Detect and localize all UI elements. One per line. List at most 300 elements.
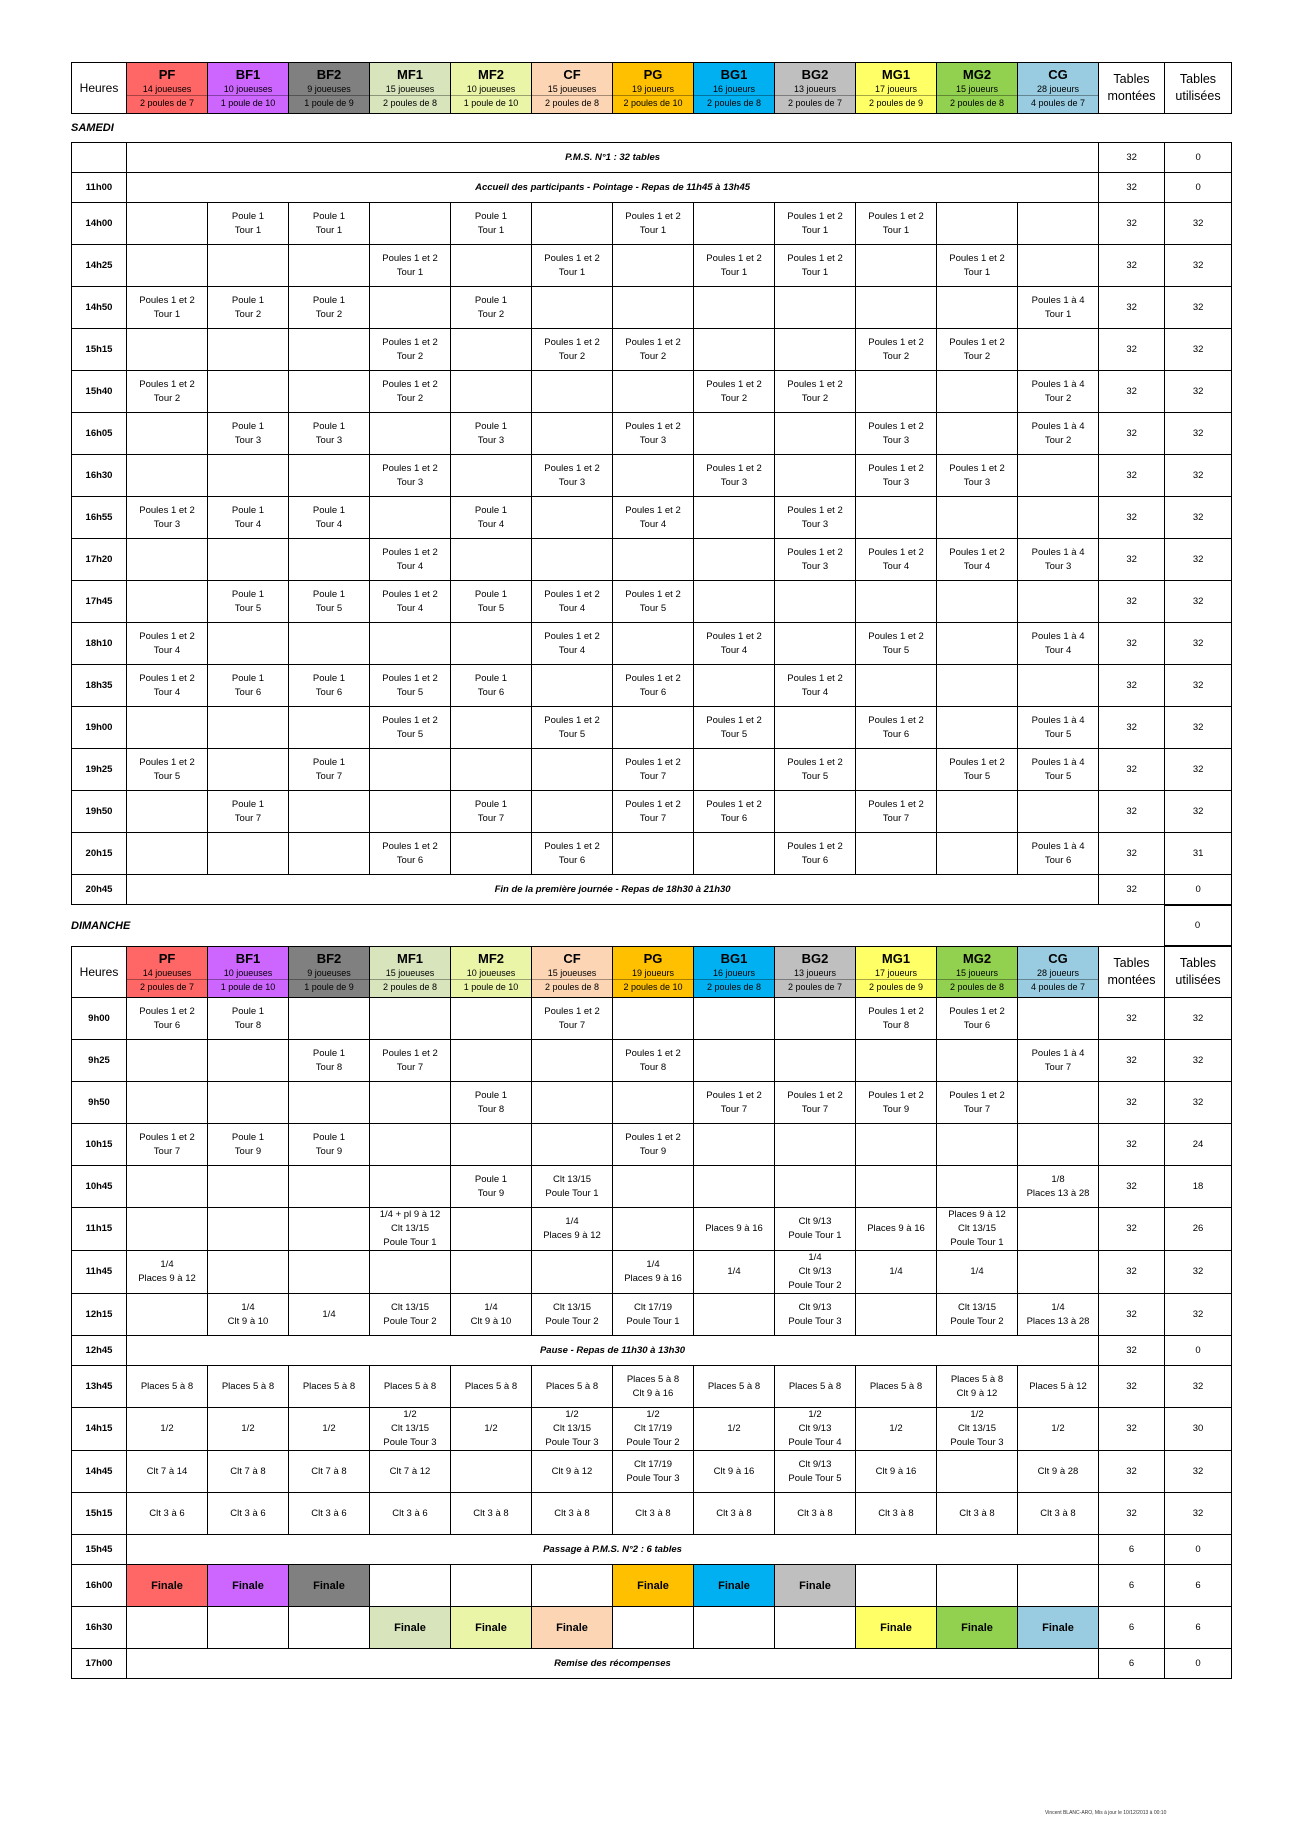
slot-mg1: Places 5 à 8 xyxy=(856,1366,937,1408)
category-header-bf2 xyxy=(289,947,370,998)
slot-pf: 1/4 Places 9 à 12 xyxy=(127,1251,208,1294)
category-code: CF xyxy=(563,950,581,966)
slot-pf: Poules 1 et 2 Tour 1 xyxy=(127,287,208,329)
slot-pg: Poules 1 et 2 Tour 7 xyxy=(613,791,694,833)
slot-mg2: Places 9 à 12 Clt 13/15 Poule Tour 1 xyxy=(937,1208,1018,1251)
slot-mg1 xyxy=(856,581,937,623)
category-players: 28 joueurs xyxy=(1036,83,1080,94)
tables-utilisees: 32 xyxy=(1165,623,1232,665)
slot-pf: Poules 1 et 2 Tour 6 xyxy=(127,998,208,1040)
samedi-row-17h45 xyxy=(72,581,1232,623)
slot-bf2 xyxy=(289,1166,370,1208)
slot-cf: Finale xyxy=(532,1607,613,1649)
slot-bf1 xyxy=(208,371,289,413)
slot-cf xyxy=(532,1251,613,1294)
slot-pg: Clt 17/19 Poule Tour 1 xyxy=(613,1294,694,1336)
slot-cf: 1/4 Places 9 à 12 xyxy=(532,1208,613,1251)
span-note: Remise des récompenses xyxy=(127,1649,1099,1679)
category-poules: 4 poules de 7 xyxy=(1018,979,1098,994)
slot-mf1 xyxy=(370,413,451,455)
category-players: 13 joueurs xyxy=(793,967,837,978)
category-poules: 2 poules de 9 xyxy=(856,95,936,110)
slot-cg: Poules 1 à 4 Tour 5 xyxy=(1018,749,1099,791)
tables-utilisees: 32 xyxy=(1165,1366,1232,1408)
slot-bf2: Poule 1 Tour 9 xyxy=(289,1124,370,1166)
category-header-mg2 xyxy=(937,63,1018,114)
slot-pf xyxy=(127,707,208,749)
heures-header: Heures xyxy=(72,63,127,114)
slot-bg1 xyxy=(694,1040,775,1082)
category-code: MG1 xyxy=(881,950,911,966)
dimanche-row-16h30 xyxy=(72,1607,1232,1649)
slot-pf xyxy=(127,1208,208,1251)
category-players: 19 joueurs xyxy=(631,967,675,978)
slot-bg1 xyxy=(694,998,775,1040)
slot-bg2: Clt 9/13 Poule Tour 5 xyxy=(775,1451,856,1493)
time-cell: 14h15 xyxy=(72,1408,127,1451)
slot-mf1 xyxy=(370,1166,451,1208)
tables-montees: 6 xyxy=(1099,1607,1165,1649)
tables-utilisees: 31 xyxy=(1165,833,1232,875)
time-cell: 9h25 xyxy=(72,1040,127,1082)
slot-bf2 xyxy=(289,1208,370,1251)
slot-mg1 xyxy=(856,749,937,791)
slot-cg: Poules 1 à 4 Tour 7 xyxy=(1018,1040,1099,1082)
tables-montees: 32 xyxy=(1099,203,1165,245)
slot-cf: Poules 1 et 2 Tour 1 xyxy=(532,245,613,287)
category-header-bg1 xyxy=(694,947,775,998)
slot-pf: Poules 1 et 2 Tour 4 xyxy=(127,665,208,707)
category-header-cf xyxy=(532,63,613,114)
category-header-cf xyxy=(532,947,613,998)
tables-utilisees: 0 xyxy=(1165,1535,1232,1565)
time-cell: 10h45 xyxy=(72,1166,127,1208)
category-poules: 1 poule de 10 xyxy=(208,979,288,994)
slot-pg xyxy=(613,998,694,1040)
category-players: 15 joueuses xyxy=(385,83,435,94)
slot-bf1: Poule 1 Tour 8 xyxy=(208,998,289,1040)
category-header-bf1 xyxy=(208,63,289,114)
category-poules: 2 poules de 10 xyxy=(613,979,693,994)
slot-cf xyxy=(532,1082,613,1124)
category-code: PF xyxy=(158,950,176,966)
slot-pf xyxy=(127,329,208,371)
dimanche-row-17h00 xyxy=(72,1649,1232,1679)
tables-montees: 32 xyxy=(1099,1166,1165,1208)
category-players: 10 joueuses xyxy=(466,967,516,978)
tables-utilisees: 32 xyxy=(1165,455,1232,497)
category-poules: 2 poules de 7 xyxy=(127,979,207,994)
dimanche-row-12h15 xyxy=(72,1294,1232,1336)
slot-mg2 xyxy=(937,581,1018,623)
slot-bf2 xyxy=(289,1607,370,1649)
tables-montees: 32 xyxy=(1099,329,1165,371)
slot-mf2: Poule 1 Tour 7 xyxy=(451,791,532,833)
samedi-row-19h50 xyxy=(72,791,1232,833)
slot-mf1 xyxy=(370,1124,451,1166)
slot-bg2: Places 5 à 8 xyxy=(775,1366,856,1408)
slot-pf xyxy=(127,1082,208,1124)
dimanche-label: DIMANCHE xyxy=(71,919,131,932)
slot-bg2 xyxy=(775,329,856,371)
slot-bf1 xyxy=(208,1040,289,1082)
slot-mg1: Poules 1 et 2 Tour 3 xyxy=(856,455,937,497)
span-note: Passage à P.M.S. N°2 : 6 tables xyxy=(127,1535,1099,1565)
slot-pg xyxy=(613,1166,694,1208)
slot-cf: Poules 1 et 2 Tour 7 xyxy=(532,998,613,1040)
slot-mf2 xyxy=(451,707,532,749)
slot-cg: Poules 1 à 4 Tour 6 xyxy=(1018,833,1099,875)
slot-mg2 xyxy=(937,413,1018,455)
slot-cf: Clt 13/15 Poule Tour 2 xyxy=(532,1294,613,1336)
slot-pf: Poules 1 et 2 Tour 7 xyxy=(127,1124,208,1166)
time-cell: 14h50 xyxy=(72,287,127,329)
slot-bf1: Places 5 à 8 xyxy=(208,1366,289,1408)
samedi-row-15h15 xyxy=(72,329,1232,371)
footer-note: Vincent BLANC-ARO, Mis à jour le 10/12/2013 à 00:10 xyxy=(1045,1810,1167,1816)
time-cell: 11h00 xyxy=(72,173,127,203)
slot-mg1 xyxy=(856,833,937,875)
slot-mg2 xyxy=(937,497,1018,539)
category-poules: 1 poule de 9 xyxy=(289,979,369,994)
tables-montees: 32 xyxy=(1099,665,1165,707)
tables-utilisees: 0 xyxy=(1165,173,1232,203)
slot-mg2: Poules 1 et 2 Tour 1 xyxy=(937,245,1018,287)
slot-mf2: 1/4 Clt 9 à 10 xyxy=(451,1294,532,1336)
slot-cg xyxy=(1018,665,1099,707)
samedi-row-20h15 xyxy=(72,833,1232,875)
slot-cf: Poules 1 et 2 Tour 6 xyxy=(532,833,613,875)
slot-cf: Clt 3 à 8 xyxy=(532,1493,613,1535)
slot-mg2: Poules 1 et 2 Tour 6 xyxy=(937,998,1018,1040)
slot-mg1: Finale xyxy=(856,1607,937,1649)
slot-mg2: Places 5 à 8 Clt 9 à 12 xyxy=(937,1366,1018,1408)
slot-bg2 xyxy=(775,1124,856,1166)
slot-mf1: Poules 1 et 2 Tour 2 xyxy=(370,329,451,371)
slot-mf2: Poule 1 Tour 5 xyxy=(451,581,532,623)
tables-montees-header: Tables montées xyxy=(1099,947,1165,998)
slot-cg: Clt 9 à 28 xyxy=(1018,1451,1099,1493)
slot-mf1: Poules 1 et 2 Tour 5 xyxy=(370,707,451,749)
slot-bg1: Places 9 à 16 xyxy=(694,1208,775,1251)
slot-bg2 xyxy=(775,287,856,329)
slot-mg2 xyxy=(937,623,1018,665)
category-poules: 2 poules de 7 xyxy=(775,95,855,110)
dimanche-row-16h00 xyxy=(72,1565,1232,1607)
category-players: 17 joueurs xyxy=(874,967,918,978)
slot-bf2: 1/2 xyxy=(289,1408,370,1451)
time-cell: 16h55 xyxy=(72,497,127,539)
category-players: 10 joueuses xyxy=(223,83,273,94)
time-cell: 20h15 xyxy=(72,833,127,875)
tables-utilisees: 32 xyxy=(1165,1082,1232,1124)
slot-bg2: Poules 1 et 2 Tour 5 xyxy=(775,749,856,791)
time-cell: 14h25 xyxy=(72,245,127,287)
slot-mg2 xyxy=(937,1565,1018,1607)
slot-mg2 xyxy=(937,707,1018,749)
category-header-mg1 xyxy=(856,947,937,998)
slot-mg2 xyxy=(937,833,1018,875)
category-players: 14 joueuses xyxy=(142,83,192,94)
slot-cf: Clt 13/15 Poule Tour 1 xyxy=(532,1166,613,1208)
samedi-row-19h00 xyxy=(72,707,1232,749)
category-header-mf1 xyxy=(370,63,451,114)
slot-bf2: Poule 1 Tour 8 xyxy=(289,1040,370,1082)
time-cell: 15h15 xyxy=(72,329,127,371)
slot-bf1: Clt 3 à 6 xyxy=(208,1493,289,1535)
category-code: MF2 xyxy=(478,950,504,966)
pms-row xyxy=(72,143,1232,173)
slot-pf xyxy=(127,413,208,455)
tables-utilisees: 32 xyxy=(1165,203,1232,245)
slot-pg: Poules 1 et 2 Tour 9 xyxy=(613,1124,694,1166)
slot-pf: Finale xyxy=(127,1565,208,1607)
time-cell: 14h00 xyxy=(72,203,127,245)
tables-montees: 32 xyxy=(1099,1366,1165,1408)
category-players: 9 joueuses xyxy=(307,83,351,94)
tables-utilisees: 0 xyxy=(1165,875,1232,905)
time-cell: 13h45 xyxy=(72,1366,127,1408)
category-code: PG xyxy=(643,950,663,966)
tables-montees: 32 xyxy=(1099,371,1165,413)
category-poules: 2 poules de 8 xyxy=(937,95,1017,110)
slot-bg1 xyxy=(694,287,775,329)
slot-mg2 xyxy=(937,371,1018,413)
slot-bg2: Poules 1 et 2 Tour 3 xyxy=(775,539,856,581)
schedule-document xyxy=(71,62,1231,1679)
tables-utilisees: 32 xyxy=(1165,1251,1232,1294)
category-header-cg xyxy=(1018,63,1099,114)
slot-mg1 xyxy=(856,1124,937,1166)
category-poules: 2 poules de 10 xyxy=(613,95,693,110)
slot-pf xyxy=(127,1294,208,1336)
span-note: Pause - Repas de 11h30 à 13h30 xyxy=(127,1336,1099,1366)
tables-utilisees: 0 xyxy=(1165,143,1232,173)
slot-mg2 xyxy=(937,1124,1018,1166)
slot-pg: Poules 1 et 2 Tour 7 xyxy=(613,749,694,791)
slot-bf2: Clt 7 à 8 xyxy=(289,1451,370,1493)
slot-bf1 xyxy=(208,833,289,875)
slot-bf1 xyxy=(208,749,289,791)
samedi-row-18h10 xyxy=(72,623,1232,665)
dimanche-label-row xyxy=(71,905,1232,946)
samedi-row-20h45 xyxy=(72,875,1232,905)
slot-pf xyxy=(127,539,208,581)
category-code: PG xyxy=(643,66,663,82)
time-cell: 16h05 xyxy=(72,413,127,455)
slot-mf1 xyxy=(370,1565,451,1607)
slot-bg2 xyxy=(775,455,856,497)
slot-mf2 xyxy=(451,245,532,287)
category-code: MF1 xyxy=(397,66,423,82)
samedi-row-19h25 xyxy=(72,749,1232,791)
slot-bf1 xyxy=(208,329,289,371)
slot-bg2 xyxy=(775,707,856,749)
slot-bg1: Finale xyxy=(694,1565,775,1607)
slot-cg: Poules 1 à 4 Tour 4 xyxy=(1018,623,1099,665)
tables-utilisees: 32 xyxy=(1165,1451,1232,1493)
category-header-pg xyxy=(613,947,694,998)
slot-bg1 xyxy=(694,1166,775,1208)
slot-pg: Poules 1 et 2 Tour 3 xyxy=(613,413,694,455)
tables-montees: 32 xyxy=(1099,455,1165,497)
tables-utilisees: 6 xyxy=(1165,1565,1232,1607)
category-header-bg2 xyxy=(775,63,856,114)
tables-montees: 32 xyxy=(1099,623,1165,665)
slot-mg1 xyxy=(856,287,937,329)
slot-pf xyxy=(127,791,208,833)
time-cell: 14h45 xyxy=(72,1451,127,1493)
slot-bg2: Clt 9/13 Poule Tour 1 xyxy=(775,1208,856,1251)
slot-mg1: Poules 1 et 2 Tour 4 xyxy=(856,539,937,581)
slot-bf1 xyxy=(208,245,289,287)
tables-montees: 32 xyxy=(1099,749,1165,791)
slot-bg1 xyxy=(694,539,775,581)
slot-bg2: Poules 1 et 2 Tour 3 xyxy=(775,497,856,539)
slot-mf1: Poules 1 et 2 Tour 5 xyxy=(370,665,451,707)
slot-mg1: Clt 9 à 16 xyxy=(856,1451,937,1493)
slot-mf1: Poules 1 et 2 Tour 2 xyxy=(370,371,451,413)
slot-bg1 xyxy=(694,1124,775,1166)
tables-utilisees: 32 xyxy=(1165,371,1232,413)
slot-cg: 1/4 Places 13 à 28 xyxy=(1018,1294,1099,1336)
category-header-bg2 xyxy=(775,947,856,998)
slot-bg2 xyxy=(775,1166,856,1208)
time-cell: 17h20 xyxy=(72,539,127,581)
category-header-mf2 xyxy=(451,947,532,998)
category-header-mg2 xyxy=(937,947,1018,998)
slot-cg xyxy=(1018,329,1099,371)
slot-bg2: 1/2 Clt 9/13 Poule Tour 4 xyxy=(775,1408,856,1451)
category-players: 15 joueuses xyxy=(385,967,435,978)
slot-bg1: Poules 1 et 2 Tour 1 xyxy=(694,245,775,287)
tables-utilisees: 32 xyxy=(1165,1294,1232,1336)
slot-mg1: Poules 1 et 2 Tour 3 xyxy=(856,413,937,455)
slot-mf1 xyxy=(370,791,451,833)
category-poules: 2 poules de 7 xyxy=(775,979,855,994)
slot-cg xyxy=(1018,998,1099,1040)
category-code: BG2 xyxy=(801,950,829,966)
slot-bg1: Clt 3 à 8 xyxy=(694,1493,775,1535)
samedi-row-16h30 xyxy=(72,455,1232,497)
category-code: BG1 xyxy=(720,66,748,82)
slot-pf xyxy=(127,833,208,875)
slot-mg1 xyxy=(856,371,937,413)
slot-mf2 xyxy=(451,1124,532,1166)
slot-cg: Clt 3 à 8 xyxy=(1018,1493,1099,1535)
tables-utilisees: 32 xyxy=(1165,749,1232,791)
slot-cf: 1/2 Clt 13/15 Poule Tour 3 xyxy=(532,1408,613,1451)
slot-mf1: Clt 3 à 6 xyxy=(370,1493,451,1535)
slot-cg: Poules 1 à 4 Tour 1 xyxy=(1018,287,1099,329)
samedi-row-16h05 xyxy=(72,413,1232,455)
tables-montees: 32 xyxy=(1099,1408,1165,1451)
time-cell: 16h30 xyxy=(72,455,127,497)
slot-mg2: Finale xyxy=(937,1607,1018,1649)
category-players: 15 joueuses xyxy=(547,967,597,978)
slot-pf xyxy=(127,245,208,287)
slot-mf1: 1/2 Clt 13/15 Poule Tour 3 xyxy=(370,1408,451,1451)
slot-bg2: Clt 3 à 8 xyxy=(775,1493,856,1535)
slot-cg xyxy=(1018,581,1099,623)
slot-mf2 xyxy=(451,329,532,371)
slot-cf xyxy=(532,1565,613,1607)
slot-pg xyxy=(613,371,694,413)
time-cell: 19h25 xyxy=(72,749,127,791)
category-players: 9 joueuses xyxy=(307,967,351,978)
category-header-mg1 xyxy=(856,63,937,114)
slot-cf xyxy=(532,287,613,329)
slot-bf2: Poule 1 Tour 4 xyxy=(289,497,370,539)
slot-bf1 xyxy=(208,707,289,749)
category-poules: 1 poule de 10 xyxy=(208,95,288,110)
slot-mf2: Poule 1 Tour 8 xyxy=(451,1082,532,1124)
slot-pf: Clt 7 à 14 xyxy=(127,1451,208,1493)
tables-montees: 32 xyxy=(1099,1251,1165,1294)
slot-bg2 xyxy=(775,791,856,833)
tables-utilisees: 30 xyxy=(1165,1408,1232,1451)
tables-montees: 32 xyxy=(1099,173,1165,203)
slot-pf xyxy=(127,1607,208,1649)
slot-bf1 xyxy=(208,623,289,665)
slot-pf: Poules 1 et 2 Tour 2 xyxy=(127,371,208,413)
slot-bf2 xyxy=(289,623,370,665)
slot-mf2: Finale xyxy=(451,1607,532,1649)
slot-bf2 xyxy=(289,455,370,497)
tables-utilisees: 0 xyxy=(1165,1336,1232,1366)
category-players: 19 joueurs xyxy=(631,83,675,94)
time-cell: 15h40 xyxy=(72,371,127,413)
tables-montees: 32 xyxy=(1099,245,1165,287)
samedi-table xyxy=(71,62,1232,114)
slot-bg1: Poules 1 et 2 Tour 4 xyxy=(694,623,775,665)
slot-bg1 xyxy=(694,665,775,707)
tables-montees: 32 xyxy=(1099,1451,1165,1493)
slot-bg2: Poules 1 et 2 Tour 1 xyxy=(775,245,856,287)
category-players: 14 joueuses xyxy=(142,967,192,978)
slot-bf2: Poule 1 Tour 7 xyxy=(289,749,370,791)
dimanche-schedule xyxy=(71,946,1232,1679)
slot-mg2: 1/2 Clt 13/15 Poule Tour 3 xyxy=(937,1408,1018,1451)
category-code: MG2 xyxy=(962,950,992,966)
slot-mf2 xyxy=(451,749,532,791)
time-cell: 15h15 xyxy=(72,1493,127,1535)
slot-pg xyxy=(613,1082,694,1124)
slot-mg2: Clt 3 à 8 xyxy=(937,1493,1018,1535)
slot-bf1: Poule 1 Tour 1 xyxy=(208,203,289,245)
slot-mf2 xyxy=(451,455,532,497)
slot-mg1: 1/2 xyxy=(856,1408,937,1451)
slot-mf2 xyxy=(451,371,532,413)
slot-cf xyxy=(532,1040,613,1082)
slot-mf1: Poules 1 et 2 Tour 1 xyxy=(370,245,451,287)
slot-pg: Poules 1 et 2 Tour 1 xyxy=(613,203,694,245)
time-cell xyxy=(72,143,127,173)
tables-montees: 32 xyxy=(1099,1082,1165,1124)
slot-mg1 xyxy=(856,497,937,539)
samedi-row-16h55 xyxy=(72,497,1232,539)
tables-utilisees: 24 xyxy=(1165,1124,1232,1166)
category-poules: 2 poules de 8 xyxy=(370,979,450,994)
slot-pg: Poules 1 et 2 Tour 2 xyxy=(613,329,694,371)
category-players: 28 joueurs xyxy=(1036,967,1080,978)
time-cell: 17h00 xyxy=(72,1649,127,1679)
slot-bf1: Poule 1 Tour 9 xyxy=(208,1124,289,1166)
dimanche-row-10h15 xyxy=(72,1124,1232,1166)
slot-pf xyxy=(127,203,208,245)
slot-mf1: Clt 7 à 12 xyxy=(370,1451,451,1493)
slot-mg2: Poules 1 et 2 Tour 2 xyxy=(937,329,1018,371)
